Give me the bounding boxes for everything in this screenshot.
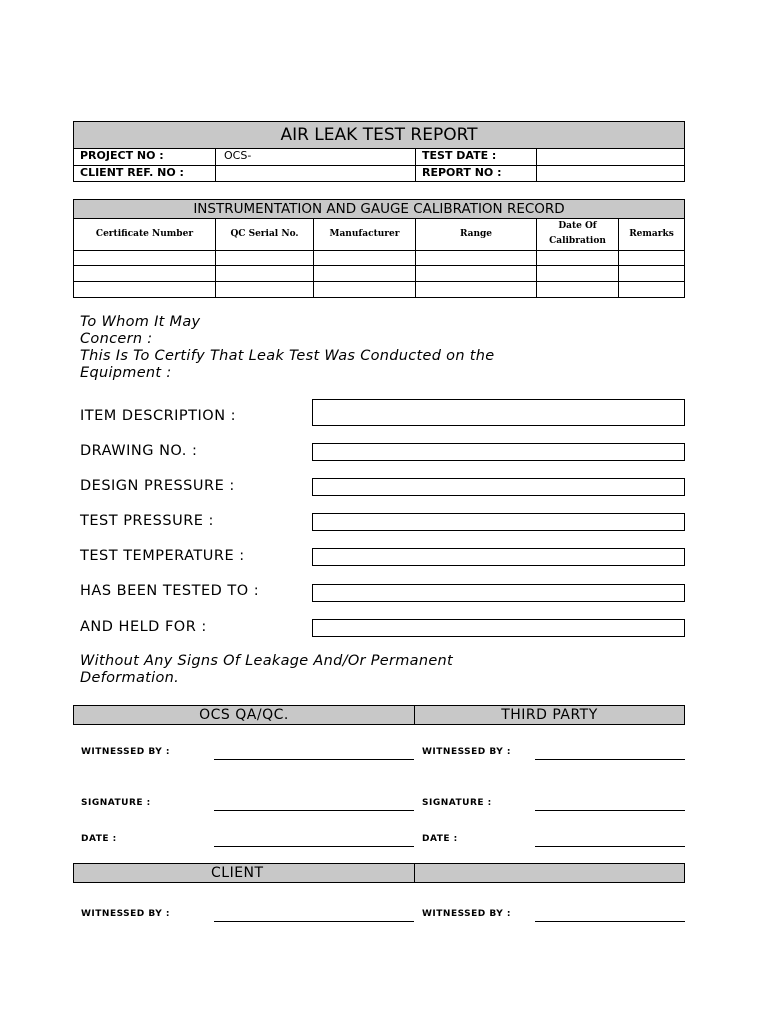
cal-header-remarks: Remarks bbox=[619, 218, 685, 251]
item-description-label: ITEM DESCRIPTION : bbox=[80, 408, 237, 424]
cal-header-manufacturer: Manufacturer bbox=[314, 218, 416, 251]
calibration-title: INSTRUMENTATION AND GAUGE CALIBRATION RECORD bbox=[193, 201, 565, 217]
client-ref-label: CLIENT REF. NO : bbox=[74, 166, 216, 182]
cert-line-3: This Is To Certify That Leak Test Was Conducted on the bbox=[80, 348, 495, 364]
cal-cell[interactable] bbox=[74, 266, 216, 282]
ocs-date-label: DATE : bbox=[81, 834, 117, 844]
certification-text bbox=[80, 314, 680, 382]
test-date-label: TEST DATE : bbox=[416, 149, 537, 166]
cal-cell[interactable] bbox=[314, 282, 416, 298]
cal-cell[interactable] bbox=[537, 282, 619, 298]
third-party-date-line[interactable] bbox=[535, 846, 685, 847]
statement-line-1: Without Any Signs Of Leakage And/Or Permanent bbox=[80, 653, 454, 669]
client-ref-value[interactable] bbox=[216, 166, 416, 182]
report-no-value[interactable] bbox=[537, 166, 685, 182]
cal-cell[interactable] bbox=[216, 282, 314, 298]
ocs-date-line[interactable] bbox=[214, 846, 414, 847]
held-for-field[interactable] bbox=[312, 619, 685, 637]
cal-header-date: Date Of Calibration bbox=[537, 218, 619, 251]
cert-line-1: To Whom It May bbox=[80, 314, 201, 330]
calibration-table bbox=[73, 218, 685, 298]
client-witnessed-line[interactable] bbox=[214, 921, 414, 922]
cal-cell[interactable] bbox=[416, 251, 537, 266]
third-party-date-label: DATE : bbox=[422, 834, 458, 844]
report-title-bar bbox=[73, 121, 685, 149]
cal-cell[interactable] bbox=[537, 251, 619, 266]
report-no-label: REPORT NO : bbox=[416, 166, 537, 182]
ocs-signature-line[interactable] bbox=[214, 810, 414, 811]
project-no-label: PROJECT NO : bbox=[74, 149, 216, 166]
third-party-witnessed-line[interactable] bbox=[535, 759, 685, 760]
cal-cell[interactable] bbox=[74, 251, 216, 266]
third-party-witnessed-label: WITNESSED BY : bbox=[422, 747, 512, 757]
ocs-signature-label: SIGNATURE : bbox=[81, 798, 151, 808]
client-header-bar bbox=[73, 863, 685, 883]
third-party-signature-label: SIGNATURE : bbox=[422, 798, 492, 808]
report-info-table bbox=[73, 148, 685, 182]
cert-line-4: Equipment : bbox=[80, 365, 172, 381]
tested-to-field[interactable] bbox=[312, 584, 685, 602]
cal-cell[interactable] bbox=[74, 282, 216, 298]
third-party-signature-line[interactable] bbox=[535, 810, 685, 811]
cert-line-2: Concern : bbox=[80, 331, 153, 347]
tested-to-label: HAS BEEN TESTED TO : bbox=[80, 583, 260, 599]
ocs-qaqc-title: OCS QA/QC. bbox=[74, 706, 415, 724]
client-witnessed-label: WITNESSED BY : bbox=[81, 909, 171, 919]
held-for-label: AND HELD FOR : bbox=[80, 619, 207, 635]
report-title: AIR LEAK TEST REPORT bbox=[280, 125, 478, 145]
item-description-field[interactable] bbox=[312, 399, 685, 426]
test-date-value[interactable] bbox=[537, 149, 685, 166]
leakage-statement bbox=[80, 653, 680, 687]
third-party-title: THIRD PARTY bbox=[501, 707, 598, 723]
cal-header-range: Range bbox=[416, 218, 537, 251]
cal-cell[interactable] bbox=[314, 266, 416, 282]
cal-cell[interactable] bbox=[619, 251, 685, 266]
cal-cell[interactable] bbox=[619, 282, 685, 298]
cal-cell[interactable] bbox=[216, 251, 314, 266]
cal-header-certificate: Certificate Number bbox=[74, 218, 216, 251]
drawing-no-field[interactable] bbox=[312, 443, 685, 461]
ocs-witnessed-label: WITNESSED BY : bbox=[81, 747, 171, 757]
cal-cell[interactable] bbox=[619, 266, 685, 282]
test-pressure-field[interactable] bbox=[312, 513, 685, 531]
cal-cell[interactable] bbox=[416, 266, 537, 282]
signoff-header-bar bbox=[73, 705, 685, 725]
ocs-witnessed-line[interactable] bbox=[214, 759, 414, 760]
client-2-witnessed-line[interactable] bbox=[535, 921, 685, 922]
test-temperature-field[interactable] bbox=[312, 548, 685, 566]
cal-cell[interactable] bbox=[314, 251, 416, 266]
drawing-no-label: DRAWING NO. : bbox=[80, 443, 198, 459]
client-title: CLIENT bbox=[74, 864, 415, 882]
cal-cell[interactable] bbox=[216, 266, 314, 282]
cal-cell[interactable] bbox=[537, 266, 619, 282]
calibration-title-bar bbox=[73, 199, 685, 219]
cal-cell[interactable] bbox=[416, 282, 537, 298]
design-pressure-field[interactable] bbox=[312, 478, 685, 496]
test-pressure-label: TEST PRESSURE : bbox=[80, 513, 214, 529]
test-temperature-label: TEST TEMPERATURE : bbox=[80, 548, 245, 564]
client-2-witnessed-label: WITNESSED BY : bbox=[422, 909, 512, 919]
design-pressure-label: DESIGN PRESSURE : bbox=[80, 478, 235, 494]
cal-header-serial: QC Serial No. bbox=[216, 218, 314, 251]
project-no-value[interactable]: OCS- bbox=[216, 149, 416, 166]
statement-line-2: Deformation. bbox=[80, 670, 180, 686]
